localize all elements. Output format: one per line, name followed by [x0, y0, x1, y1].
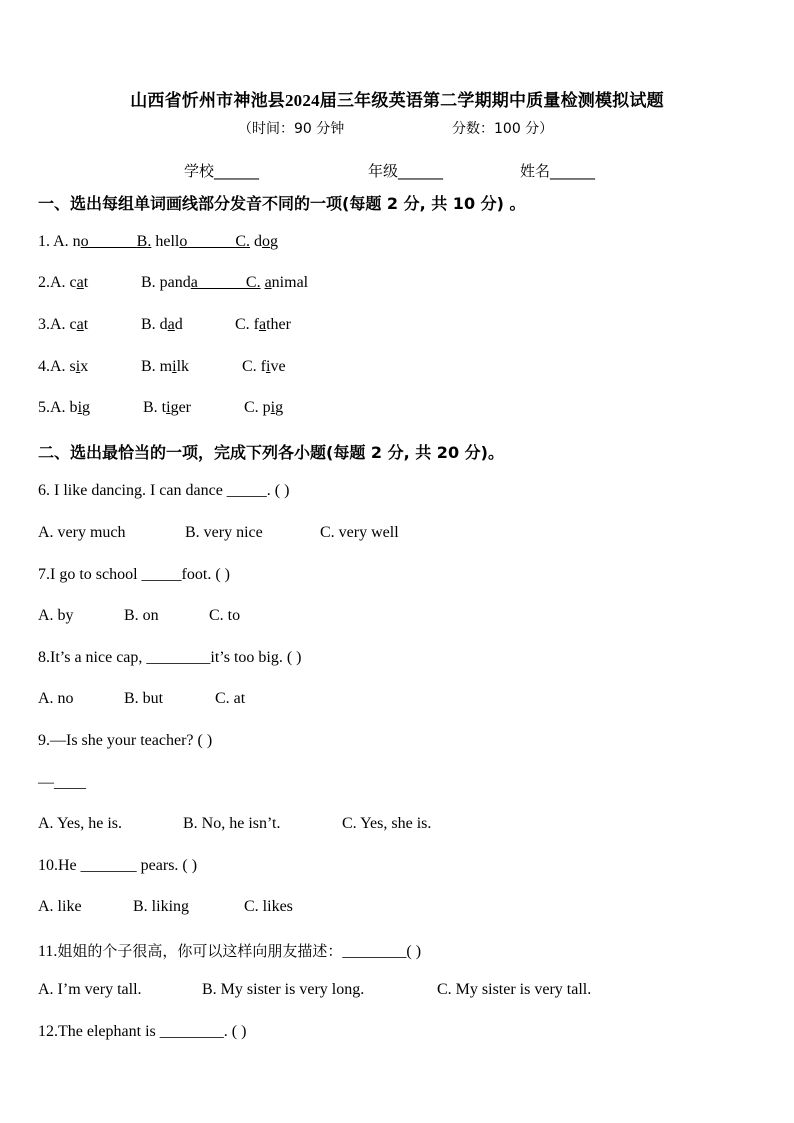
question-6-stem: 6. I like dancing. I can dance _____. ( ) — [38, 482, 290, 499]
q1-num: 1. A. n — [38, 233, 81, 250]
q10-option-b: B. liking — [133, 898, 190, 915]
section2-heading: 二、选出最恰当的一项，完成下列各小题(每题 2 分, 共 20 分)。 — [38, 443, 504, 462]
q3-a-pre: 3.A. c — [38, 316, 77, 333]
q2-a-post: t — [83, 274, 89, 291]
q7-option-a: A. by — [38, 607, 74, 624]
exam-title: 山西省忻州市神池县2024届三年级英语第二学期期中质量检测模拟试题 — [130, 91, 664, 110]
question-10-stem: 10.He _______ pears. ( ) — [38, 857, 198, 874]
q1-b-underlined: o — [179, 233, 188, 250]
q11-tail: ________( ) — [342, 943, 422, 960]
q4-b-post: lk — [176, 358, 190, 375]
q10-option-a: A. like — [38, 898, 82, 915]
question-3-b — [141, 316, 183, 334]
q4-c-underlined: i — [266, 358, 271, 375]
question-4-b — [141, 358, 189, 376]
q4-b-underlined: i — [172, 358, 177, 375]
q1-c-pre: d — [250, 233, 263, 250]
q1-b-gap: ______ — [187, 233, 236, 250]
q3-b-underlined: a — [167, 316, 175, 333]
q11-option-a: A. I’m very tall. — [38, 981, 142, 998]
question-2-bc — [141, 274, 308, 292]
q2-a-underlined: a — [76, 274, 84, 291]
section1-heading: 一、选出每组单词画线部分发音不同的一项(每题 2 分, 共 10 分) 。 — [38, 194, 526, 213]
q7-option-b: B. on — [124, 607, 159, 624]
q7-option-c: C. to — [209, 607, 241, 624]
question-1 — [38, 233, 278, 251]
exam-score: 分数：100 分） — [452, 121, 554, 137]
q11-chinese: 姐姐的个子很高，你可以这样向朋友描述： — [57, 942, 343, 960]
q3-a-underlined: a — [76, 316, 84, 333]
question-5-b — [143, 399, 191, 417]
question-4-a — [38, 358, 88, 376]
q11-num: 11. — [38, 943, 58, 960]
q8-option-b: B. but — [124, 690, 164, 707]
q3-a-post: t — [83, 316, 89, 333]
q1-c-post: g — [270, 233, 279, 250]
question-3-c — [235, 316, 291, 334]
q9-option-b: B. No, he isn’t. — [183, 815, 281, 832]
q8-option-a: A. no — [38, 690, 74, 707]
q5-b-pre: B. t — [143, 399, 167, 416]
q2-c-underlined: a — [264, 274, 272, 291]
q5-c-post: g — [275, 399, 284, 416]
q2-b-gap: ______ — [197, 274, 246, 291]
question-9-stem: 9.—Is she your teacher? ( ) — [38, 732, 213, 749]
q11-option-c: C. My sister is very tall. — [437, 981, 592, 998]
q5-a-post: g — [82, 399, 91, 416]
question-3-a — [38, 316, 88, 334]
q5-a-pre: 5.A. b — [38, 399, 78, 416]
question-12-stem: 12.The elephant is ________. ( ) — [38, 1023, 247, 1040]
q3-b-post: d — [174, 316, 183, 333]
q5-c-pre: C. p — [244, 399, 271, 416]
q11-option-b: B. My sister is very long. — [202, 981, 365, 998]
q2-b-underlined: a — [190, 274, 198, 291]
q4-a-underlined: i — [75, 358, 81, 375]
q9-option-c: C. Yes, she is. — [342, 815, 432, 832]
q1-b-label: B. — [136, 233, 152, 250]
q4-c-pre: C. f — [242, 358, 266, 375]
school-field: 学校______ — [184, 162, 260, 180]
q4-a-pre: 4.A. s — [38, 358, 76, 375]
question-7-stem: 7.I go to school _____foot. ( ) — [38, 566, 230, 583]
q6-option-a: A. very much — [38, 524, 126, 541]
q1-b-word: hell — [151, 233, 180, 250]
grade-field: 年级______ — [368, 162, 444, 180]
q4-a-post: x — [80, 358, 89, 375]
q10-option-c: C. likes — [244, 898, 293, 915]
q1-c-label: C. — [235, 233, 251, 250]
q1-c-underlined: o — [262, 233, 271, 250]
q4-c-post: ve — [270, 358, 286, 375]
q5-a-underlined: i — [77, 399, 83, 416]
question-11-stem — [38, 940, 421, 961]
q8-option-c: C. at — [215, 690, 246, 707]
q5-b-underlined: i — [166, 399, 171, 416]
q4-b-pre: B. m — [141, 358, 173, 375]
q3-b-pre: B. d — [141, 316, 168, 333]
q1-a-underlined: o — [80, 233, 89, 250]
question-2 — [38, 274, 88, 292]
q9-option-a: A. Yes, he is. — [38, 815, 123, 832]
exam-subtitle — [238, 118, 554, 138]
question-4-c — [242, 358, 286, 376]
name-field: 姓名______ — [520, 162, 596, 180]
q3-c-underlined: a — [259, 316, 267, 333]
q5-c-underlined: i — [270, 399, 276, 416]
exam-time: （时间：90 分钟 — [238, 121, 345, 137]
q6-option-c: C. very well — [320, 524, 399, 541]
question-5-a — [38, 399, 90, 417]
q5-b-post: ger — [170, 399, 192, 416]
q2-c-label: C. — [245, 274, 261, 291]
question-8-stem: 8.It’s a nice cap, ________it’s too big. ( ) — [38, 649, 302, 666]
q1-a-gap: ______ — [88, 233, 137, 250]
q2-c-post: nimal — [271, 274, 309, 291]
q9-reply: —____ — [38, 774, 86, 791]
q2-a-pre: 2.A. c — [38, 274, 77, 291]
q3-c-post: ther — [266, 316, 291, 333]
q6-option-b: B. very nice — [185, 524, 263, 541]
q2-b-pre: B. pand — [141, 274, 191, 291]
q3-c-pre: C. f — [235, 316, 259, 333]
question-5-c — [244, 399, 283, 417]
